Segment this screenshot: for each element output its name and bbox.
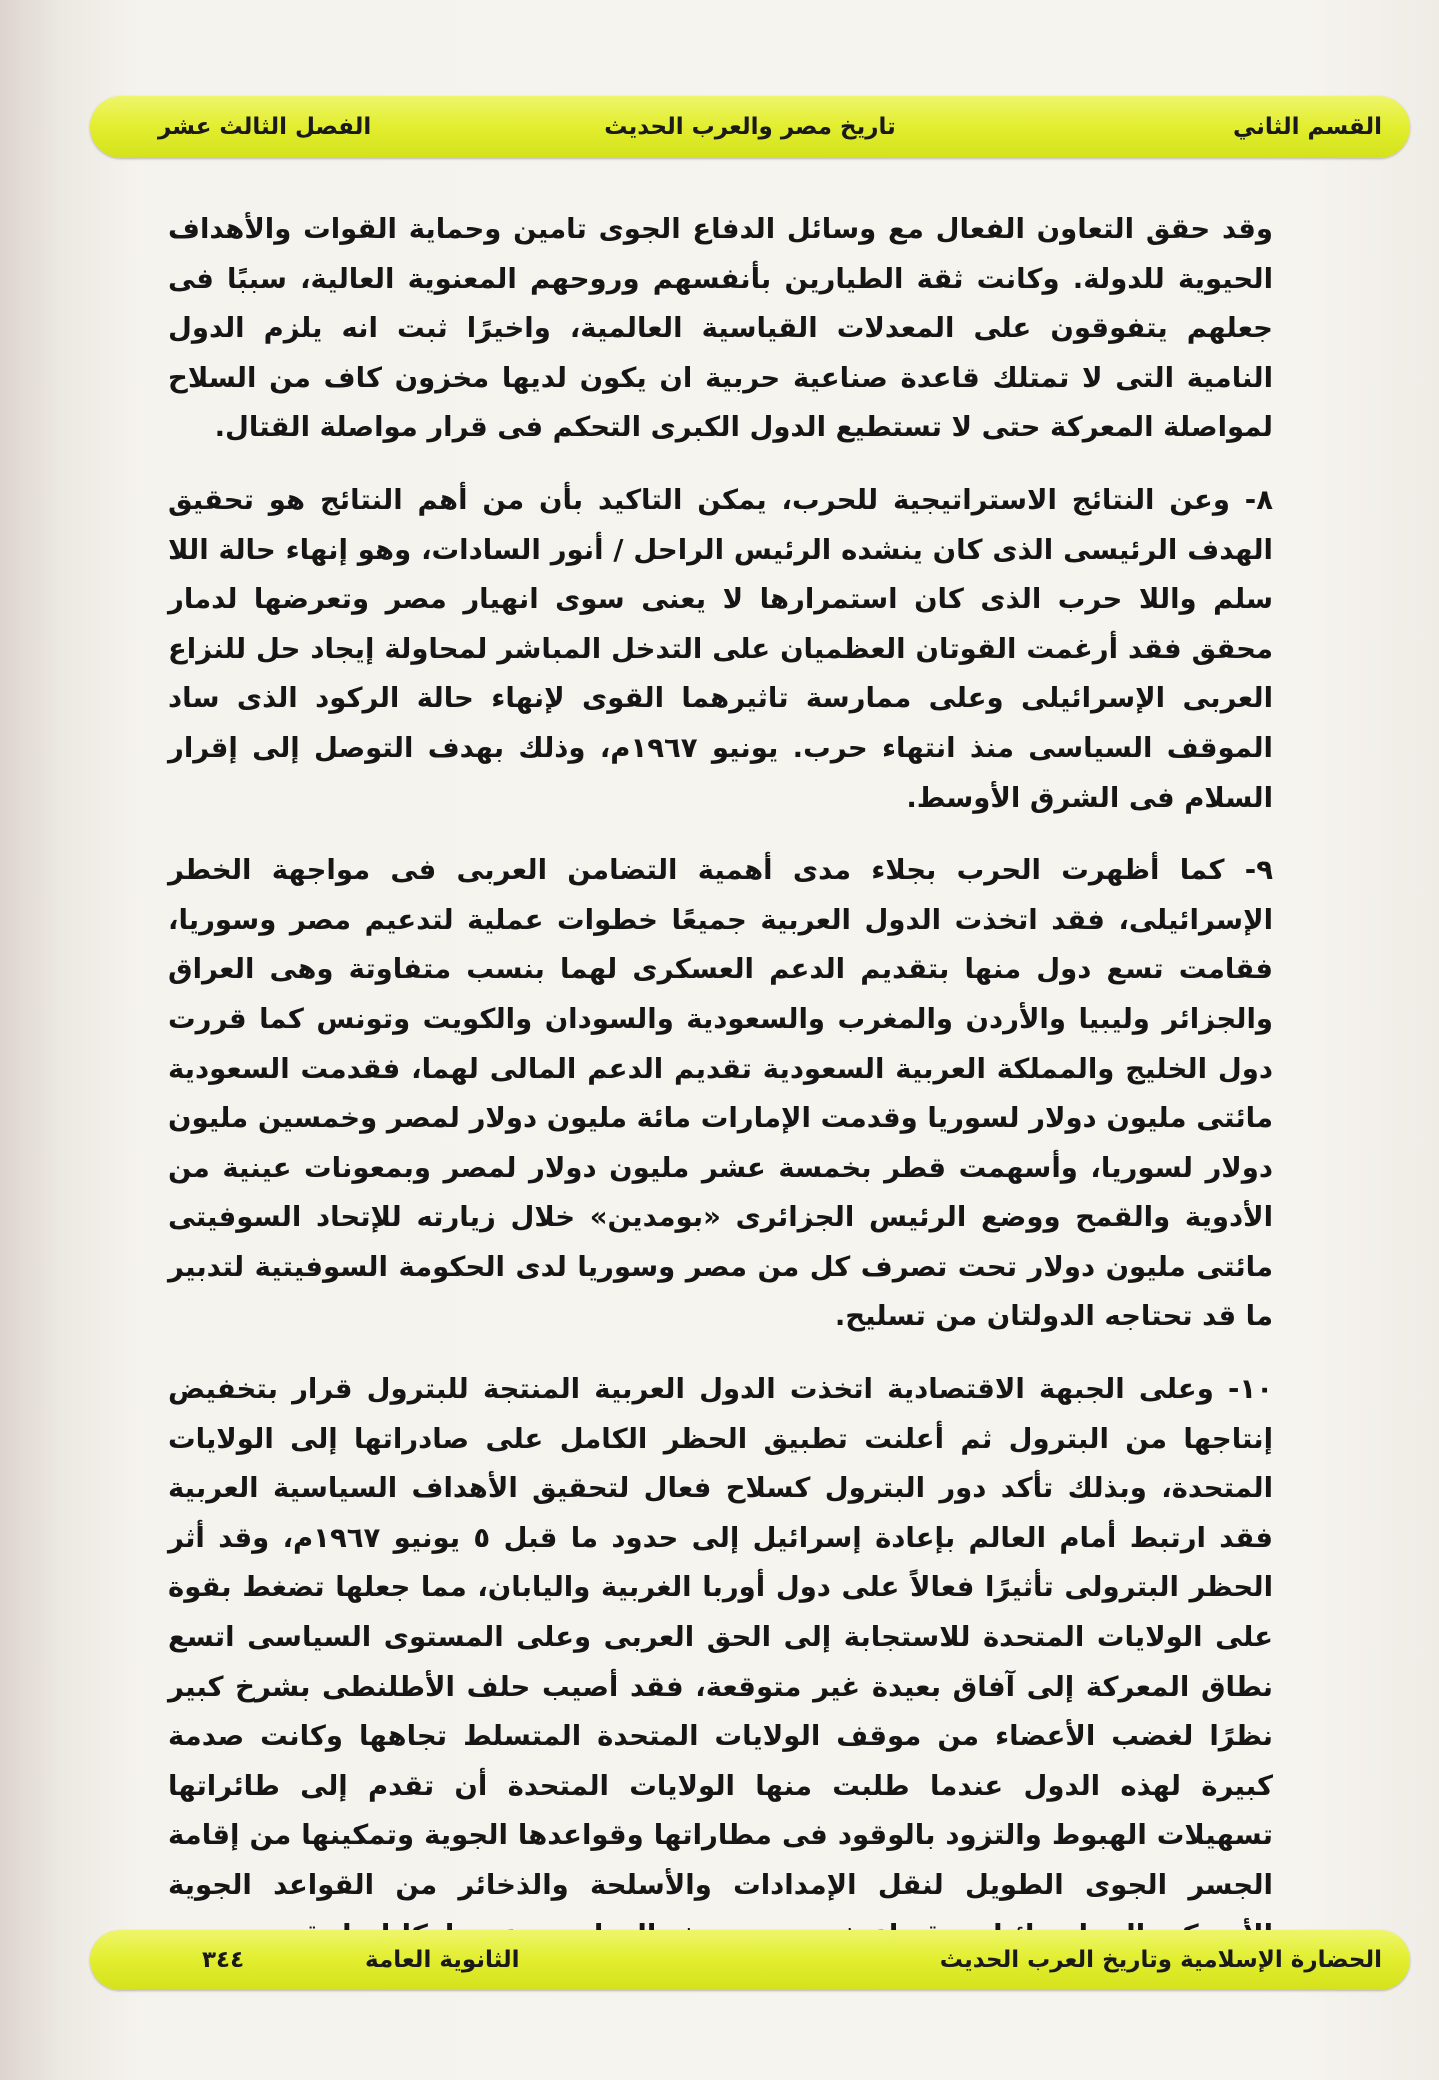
footer-band [90,1930,1410,1990]
paragraph-1 [168,205,1273,453]
paragraph-number: ٨ - [1230,484,1273,516]
footer-book-title: الحضارة الإسلامية وتاريخ العرب الحديث [939,1947,1382,1973]
paragraph-text: كما أظهرت الحرب بجلاء مدى أهمية التضامن العربى فى مواجهة الخطر الإسرائيلى، فقد اتخذت الدول العربية جميعًا خطوات عملية لتدعيم مصر وسوريا، فقامت تسع دول منها بتقديم الدعم العسكرى لهما بنسب متفاوتة وهى العراق والجزائر وليبيا والأردن والمغرب والسعودية والسودان والكويت وتونس كما قررت دول الخليج والمملكة العربية السعودية تقديم الدعم المالى لهما، فقدمت السعودية مائتى مليون دولار لسوريا وقدمت الإمارات مائة مليون دولار لمصر وخمسين مليون دولار لسوريا، وأسهمت قطر بخمسة عشر مليون دولار لمصر وبمعونات عينية من الأدوية والقمح ووضع الرئيس الجزائرى «بومدين» خلال زيارته للإتحاد السوفيتى مائتى مليون دولار تحت تصرف كل من مصر وسوريا لدى الحكومة السوفيتية لتدبير ما قد تحتاجه الدولتان من تسليح. [168,854,1273,1333]
paragraph-number: ٩ - [1224,854,1273,886]
paragraph-8 [168,476,1273,823]
paragraph-number: ١٠ - [1214,1373,1273,1405]
header-band [90,96,1410,158]
paragraph-text: وقد حقق التعاون الفعال مع وسائل الدفاع الجوى تامين وحماية القوات والأهداف الحيوية للدولة. وكانت ثقة الطيارين بأنفسهم وروحهم المعنوية العالية، سببًا فى جعلهم يتفوقون على المعدلات القياسية العالمية، واخيرًا ثبت انه يلزم الدول النامية التى لا تمتلك قاعدة صناعية حربية ان يكون لديها مخزون كاف من السلاح لمواصلة المعركة حتى لا تستطيع الدول الكبرى التحكم فى قرار مواصلة القتال. [168,213,1273,444]
footer-grade: الثانوية العامة [365,1947,520,1973]
page-number: ٣٤٤ [202,1947,245,1973]
paragraph-text: وعلى الجبهة الاقتصادية اتخذت الدول العربية المنتجة للبترول قرار بتخفيض إنتاجها من البترول ثم أعلنت تطبيق الحظر الكامل على صادراتها إلى الولايات المتحدة، وبذلك تأكد دور البترول كسلاح فعال لتحقيق الأهداف السياسية العربية فقد ارتبط أمام العالم بإعادة إسرائيل إلى حدود ما قبل ٥ يونيو ١٩٦٧م، وقد أثر الحظر البترولى تأثيرًا فعالاً على دول أوربا الغربية واليابان، مما جعلها تضغط بقوة على الولايات المتحدة للاستجابة إلى الحق العربى وعلى المستوى السياسى اتسع نطاق المعركة إلى آفاق بعيدة غير متوقعة، فقد أصيب حلف الأطلنطى بشرخ كبير نظرًا لغضب الأعضاء من موقف الولايات المتحدة المتسلط تجاهها وكانت صدمة كبيرة لهذه الدول عندما طلبت منها الولايات المتحدة أن تقدم إلى طائراتها تسهيلات الهبوط والتزود بالوقود فى مطاراتها وقواعدها الجوية وتمكينها من إقامة الجسر الجوى الطويل لنقل الإمدادات والأسلحة والذخائر من القواعد الجوية [168,1373,1273,1901]
paragraph-9 [168,846,1273,1342]
chapter-title: الفصل الثالث عشر [158,114,372,140]
section-title: القسم الثاني [1233,114,1382,140]
paragraph-text: وعن النتائج الاستراتيجية للحرب، يمكن التاكيد بأن من أهم النتائج هو تحقيق الهدف الرئيسى الذى كان ينشده الرئيس الراحل / أنور السادات، وهو إنهاء حالة اللا سلم واللا حرب الذى كان استمرارها لا يعنى سوى انهيار مصر وتعرضها لدمار محقق فقد أرغمت القوتان العظميان على التدخل المباشر لمحاولة إيجاد حل للنزاع العربى الإسرائيلى وعلى ممارسة تاثيرهما القوى لإنهاء حالة الركود الذى ساد الموقف السياسى منذ انتهاء حرب. يونيو ١٩٦٧م، وذلك بهدف التوصل إلى إقرار السلام فى الشرق الأوسط. [168,483,1273,814]
book-title: تاريخ مصر والعرب الحديث [604,114,896,140]
paragraph-10 [168,1365,1273,1960]
body-text [168,205,1273,1960]
